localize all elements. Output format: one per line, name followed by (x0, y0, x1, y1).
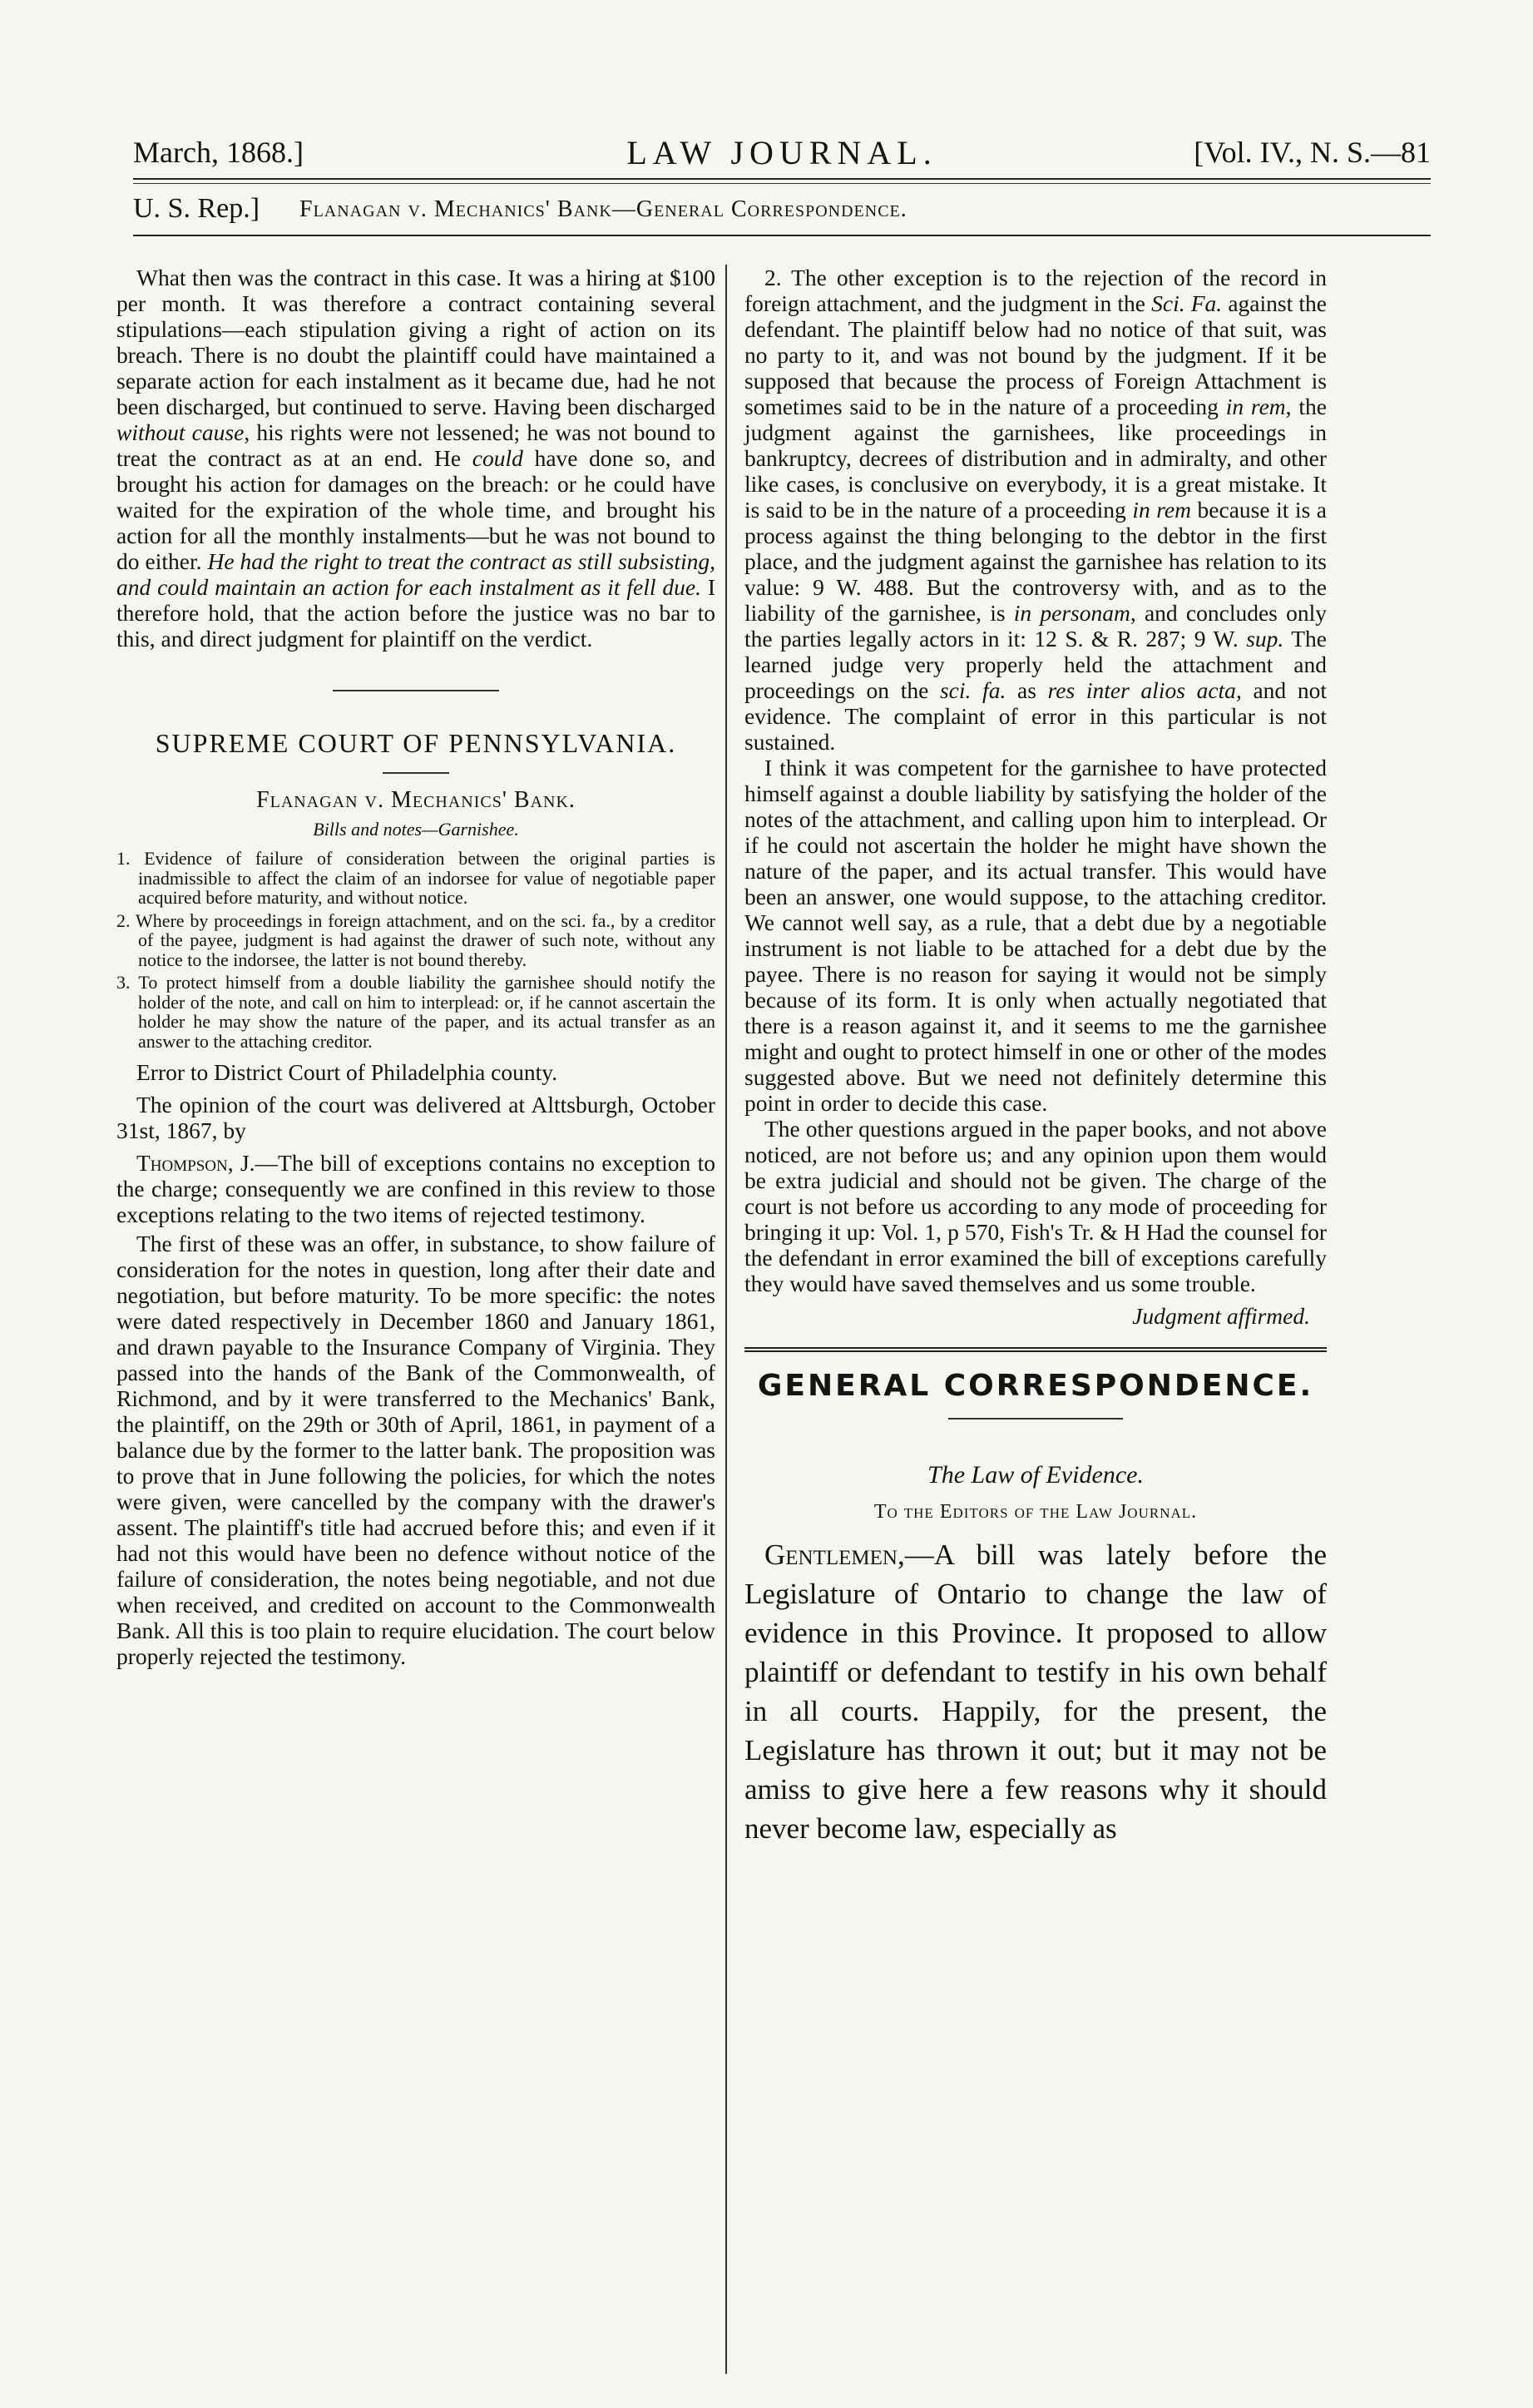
text-run: against the defendant. The plaintiff below had no notice of that suit, was no party to it, and was not bound by the judgment. If it be supposed that because the process of Foreign Attachment is sometimes said to be in the nature of a proceeding (744, 290, 1327, 419)
headnote-3: 3. To protect himself from a double liability the garnishee should notify the holder of the note, and call on him to interplead: or, if he cannot ascertain the holder he may show the nature of the paper, and its actual transfer as an answer to the attaching creditor. (116, 972, 715, 1052)
left-column (116, 265, 715, 1669)
judgment-line: Judgment affirmed. (1132, 1303, 1310, 1329)
thompson-paragraph (116, 1150, 715, 1227)
headnote-2: 2. Where by proceedings in foreign attachment, and on the sci. fa., by a creditor of the payee, judgment is had against the drawer of such note, without any notice to the indorsee, the latter is not bound thereby. (116, 909, 715, 970)
letter-address: To the Editors of the Law Journal. (873, 1501, 1198, 1523)
italic-run: in rem (1132, 497, 1192, 523)
judge-name: Thompson, J. (136, 1150, 255, 1176)
text-run: What then was the contract in this case. It was a hiring at $100 per month. It was therefore a contract containing several stipulations—each stipulation giving a right of action on its breach. There is no doubt the plaintiff could have maintained a separate action for each instalment as it became due, had he not been discharged, but continued to serve. Having been discharged (116, 265, 715, 419)
court-title: SUPREME COURT OF PENNSYLVANIA. (155, 728, 677, 758)
opinion-text (116, 1059, 715, 1669)
journal-title: LAW JOURNAL. (626, 134, 937, 171)
error-line: Error to District Court of Philadelphia county. (136, 1059, 558, 1085)
italic-run: could (472, 445, 523, 471)
italic-run: without cause (116, 419, 245, 445)
header-rule (133, 178, 1431, 180)
text-run: I therefore hold, that the action before the justice was no bar to this, and direct judgment for plaintiff on the verdict. (116, 574, 715, 652)
section-title: Flanagan v. Mechanics' Bank—General Correspondence. (299, 196, 907, 222)
right-opinion-text (744, 265, 1327, 1329)
italic-run: in rem (1225, 394, 1286, 419)
headnote-1: 1. Evidence of failure of consideration between the original parties is inadmissible to affect the claim of an indorsee for value of negotiable paper acquired before maturity, and without notice. (116, 848, 715, 908)
text-run: —A bill was lately before the Legislature of Ontario to change the law of evidence in this Province. It proposed to allow plaintiff or defendant to testify in his own behalf in all courts. Happily, for the present, the Legislature has thrown it out; but it may not be amiss to give here a few reasons why it should never become law, especially as (744, 1538, 1327, 1845)
short-rule (383, 772, 449, 774)
second-exception-paragraph (744, 265, 1327, 755)
running-header (133, 135, 1431, 176)
letter-title: The Law of Evidence. (927, 1461, 1144, 1489)
garnishee-paragraph: I think it was competent for the garnishee to have protected himself against a double liability by satisfying the holder of the notes of the attachment, and calling upon him to interplead. Or if he could not ascertain the holder he might have shown the nature of the paper, and its actual transfer. This would have been an answer, one would suppose, to the attaching creditor. We cannot well say, as a rule, that a debt due by a negotiable instrument is not liable to be attached for a debt due by the payee. There is no reason for saying it would not be simply because of its form. It is only when actually negotiated that there is a reason against it, and it seems to me the garnishee might and ought to protect himself in one or other of the modes suggested above. But we need not definitely determine this point in order to decide this case. (744, 755, 1327, 1116)
case-title: Flanagan v. Mechanics' Bank. (256, 787, 576, 813)
text-run: because it is a process against the thing belonging to the debtor in the first place, and the judgment against the garnishee has relation to its value: 9 W. 488. But the controversy with, and as to the liability of the garnishee, is (744, 497, 1328, 626)
header-rule-thin (133, 183, 1431, 184)
right-column (744, 265, 1327, 1848)
header-date: March, 1868.] (133, 136, 304, 169)
other-questions-paragraph: The other questions argued in the paper books, and not above noticed, are not before us; and any opinion upon them would be extra judicial and should not be given. The charge of the court is not before us according to any mode of proceeding for bringing it up: Vol. 1, p 570, Fish's Tr. & H Had the counsel for the defendant in error examined the bill of exceptions carefully they would have saved themselves and us some trouble. (744, 1116, 1327, 1296)
text-run: , and concludes only the parties legally actors in it: 12 S. & R. 287; 9 W. (744, 600, 1327, 652)
text-run: , and not evidence. The complaint of error in this particular is not sustained. (744, 677, 1327, 755)
italic-run: sci. fa. (939, 677, 1006, 703)
text-run: , the judgment against the garnishees, like proceedings in bankruptcy, decrees of distribution and in admiralty, and other like cases, is conclusive on everybody, it is a great mistake. It is said to be in the nature of a proceeding (744, 394, 1327, 523)
text-run: as (1006, 677, 1048, 703)
text-run: The learned judge very properly held the attachment and proceedings on the (744, 626, 1327, 703)
opinion-line: The opinion of the court was delivered at Alttsburgh, October 31st, 1867, by (116, 1092, 715, 1143)
letter-body (744, 1535, 1327, 1848)
text-run: —The bill of exceptions contains no exception to the charge; consequently we are confined in this review to those exceptions relating to the two items of rejected testimony. (116, 1150, 715, 1227)
italic-run: Sci. Fa. (1151, 290, 1223, 316)
column-divider (725, 265, 727, 2374)
italic-run: sup. (1246, 626, 1284, 652)
report-label: U. S. Rep.] (133, 193, 260, 224)
first-exception-paragraph: The first of these was an offer, in substance, to show failure of consideration for the notes in question, long after their date and negotiation, but before maturity. To be more specific: the notes were dated respectively in December 1860 and January 1861, and drawn payable to the Insurance Company of Virginia. They passed into the hands of the Bank of the Commonwealth, of Richmond, and by it were transferred to the Mechanics' Bank, the plaintiff, on the 29th or 30th of April, 1861, in payment of a balance due by the former to the latter bank. The proposition was to prove that in June following the policies, for which the notes were given, were cancelled by the company with the drawer's assent. The plaintiff's title had accrued before this; and even if it had not this would have been no defence without notice of the failure of consideration, the notes being negotiable, and not due when received, and credited on account to the Commonwealth Bank. All this is too plain to require elucidation. The court below properly rejected the testimony. (116, 1231, 715, 1669)
text-run: 2. The other exception is to the rejection of the record in foreign attachment, and the judgment in the (744, 265, 1327, 316)
text-run: have done so, and brought his action for damages on the breach: or he could have waited for the expiration of the whole time, and brought his action for all the monthly instalments—but he was not bound to do either. (116, 445, 715, 574)
italic-run: in personam (1013, 600, 1130, 626)
subheader-rule (133, 235, 1431, 236)
correspondence-heading: GENERAL CORRESPONDENCE. (757, 1369, 1314, 1403)
italic-run: res inter alios acta (1047, 677, 1236, 703)
italic-run: He had the right to treat the contract as still subsisting, and could maintain an action for each instalment as it fell due. (116, 548, 715, 600)
salutation: Gentlemen, (764, 1538, 905, 1571)
subheader (133, 193, 1431, 226)
short-rule (948, 1418, 1123, 1420)
section-rule (333, 690, 499, 691)
double-rule (744, 1347, 1327, 1352)
opening-paragraph (116, 265, 715, 652)
header-volume-page: [Vol. IV., N. S.—81 (1194, 136, 1431, 169)
subject-line: Bills and notes—Garnishee. (313, 819, 519, 840)
text-run: , his rights were not lessened; he was not bound to treat the contract as at an end. He (116, 419, 715, 471)
